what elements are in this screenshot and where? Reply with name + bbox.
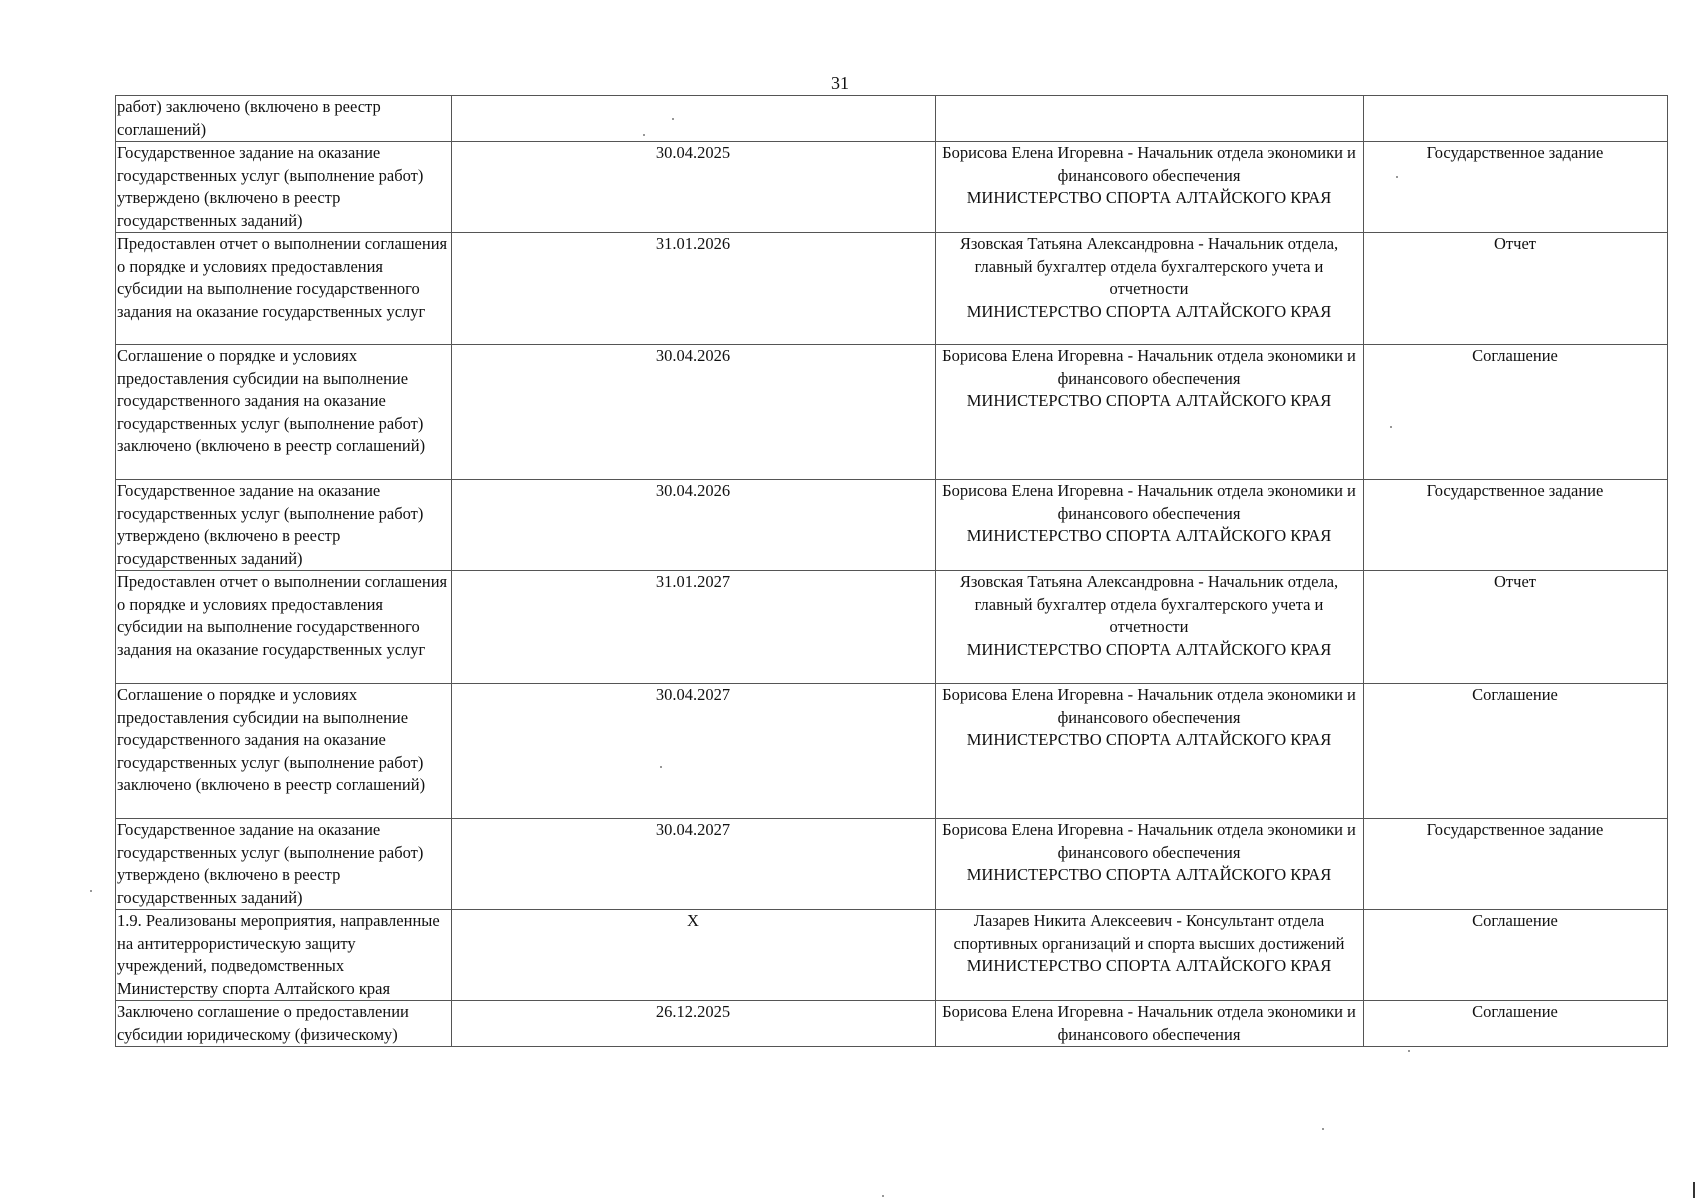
table-row (116, 480, 1668, 571)
scan-speck (1396, 176, 1398, 178)
document-type-cell: Государственное задание (1364, 142, 1668, 233)
responsible-person: Борисова Елена Игоревна - Начальник отдела экономики и финансового обеспечения (942, 1002, 1356, 1044)
table-row (116, 571, 1668, 684)
table-body (116, 96, 1668, 1047)
date-cell: 30.04.2025 (452, 142, 936, 233)
scan-speck (672, 118, 674, 120)
scan-speck (1408, 1050, 1410, 1052)
event-cell: Государственное задание на оказание государственных услуг (выполнение работ) утверждено (включено в реестр государственных заданий) (116, 819, 452, 910)
table-row (116, 345, 1668, 480)
scan-speck (660, 766, 662, 768)
event-cell: Соглашение о порядке и условиях предоставления субсидии на выполнение государственного задания на оказание государственных услуг (выполнение работ) заключено (включено в реестр соглашений) (116, 684, 452, 819)
responsible-cell (936, 96, 1364, 142)
responsible-person: Борисова Елена Игоревна - Начальник отдела экономики и финансового обеспечения (942, 143, 1356, 185)
control-points-table (115, 95, 1668, 1047)
organization-name: МИНИСТЕРСТВО СПОРТА АЛТАЙСКОГО КРАЯ (966, 391, 1332, 410)
document-type-cell: Отчет (1364, 233, 1668, 345)
date-cell: 30.04.2027 (452, 819, 936, 910)
document-type-cell: Соглашение (1364, 684, 1668, 819)
scan-speck (643, 134, 645, 136)
responsible-cell (936, 480, 1364, 571)
event-cell: Предоставлен отчет о выполнении соглашения о порядке и условиях предоставления субсидии на выполнение государственного задания на оказание государственных услуг (116, 233, 452, 345)
responsible-cell (936, 1001, 1364, 1047)
document-type-cell: Соглашение (1364, 345, 1668, 480)
page-number: 31 (831, 73, 849, 93)
responsible-person: Язовская Татьяна Александровна - Начальник отдела, главный бухгалтер отдела бухгалтерского учета и отчетности (959, 234, 1339, 298)
responsible-person: Борисова Елена Игоревна - Начальник отдела экономики и финансового обеспечения (942, 685, 1356, 727)
responsible-person: Борисова Елена Игоревна - Начальник отдела экономики и финансового обеспечения (942, 481, 1356, 523)
table-row (116, 1001, 1668, 1047)
table-row (116, 96, 1668, 142)
event-cell: 1.9. Реализованы мероприятия, направленные на антитеррористическую защиту учреждений, подведомственных Министерству спорта Алтайского края (116, 910, 452, 1001)
event-cell: Предоставлен отчет о выполнении соглашения о порядке и условиях предоставления субсидии на выполнение государственного задания на оказание государственных услуг (116, 571, 452, 684)
responsible-cell (936, 233, 1364, 345)
responsible-cell (936, 684, 1364, 819)
event-cell: Государственное задание на оказание государственных услуг (выполнение работ) утверждено (включено в реестр государственных заданий) (116, 142, 452, 233)
document-type-cell: Государственное задание (1364, 819, 1668, 910)
responsible-person: Борисова Елена Игоревна - Начальник отдела экономики и финансового обеспечения (942, 346, 1356, 388)
table-row (116, 233, 1668, 345)
date-cell: X (452, 910, 936, 1001)
document-type-cell: Соглашение (1364, 910, 1668, 1001)
date-cell (452, 96, 936, 142)
responsible-person: Борисова Елена Игоревна - Начальник отдела экономики и финансового обеспечения (942, 820, 1356, 862)
responsible-cell (936, 571, 1364, 684)
organization-name: МИНИСТЕРСТВО СПОРТА АЛТАЙСКОГО КРАЯ (966, 730, 1332, 749)
date-cell: 26.12.2025 (452, 1001, 936, 1047)
responsible-cell (936, 345, 1364, 480)
organization-name: МИНИСТЕРСТВО СПОРТА АЛТАЙСКОГО КРАЯ (966, 639, 1332, 659)
table-row (116, 819, 1668, 910)
event-cell: Заключено соглашение о предоставлении субсидии юридическому (физическому) (116, 1001, 452, 1047)
table-row (116, 142, 1668, 233)
table-row (116, 684, 1668, 819)
responsible-cell (936, 819, 1364, 910)
date-cell: 31.01.2026 (452, 233, 936, 345)
event-cell: Соглашение о порядке и условиях предоставления субсидии на выполнение государственного задания на оказание государственных услуг (выполнение работ) заключено (включено в реестр соглашений) (116, 345, 452, 480)
responsible-person: Лазарев Никита Алексеевич - Консультант отдела спортивных организаций и спорта высших достижений (953, 911, 1345, 953)
date-cell: 31.01.2027 (452, 571, 936, 684)
organization-name: МИНИСТЕРСТВО СПОРТА АЛТАЙСКОГО КРАЯ (966, 956, 1332, 975)
date-cell: 30.04.2027 (452, 684, 936, 819)
scan-speck (1322, 1128, 1324, 1130)
event-cell: работ) заключено (включено в реестр соглашений) (116, 96, 452, 142)
scan-speck (90, 890, 92, 892)
document-type-cell: Соглашение (1364, 1001, 1668, 1047)
event-cell: Государственное задание на оказание государственных услуг (выполнение работ) утверждено (включено в реестр государственных заданий) (116, 480, 452, 571)
date-cell: 30.04.2026 (452, 480, 936, 571)
date-cell: 30.04.2026 (452, 345, 936, 480)
responsible-person: Язовская Татьяна Александровна - Начальник отдела, главный бухгалтер отдела бухгалтерского учета и отчетности (959, 572, 1339, 636)
organization-name: МИНИСТЕРСТВО СПОРТА АЛТАЙСКОГО КРАЯ (966, 188, 1332, 207)
responsible-cell (936, 142, 1364, 233)
scan-speck (1390, 426, 1392, 428)
document-type-cell (1364, 96, 1668, 142)
document-type-cell: Отчет (1364, 571, 1668, 684)
organization-name: МИНИСТЕРСТВО СПОРТА АЛТАЙСКОГО КРАЯ (966, 301, 1332, 321)
document-type-cell: Государственное задание (1364, 480, 1668, 571)
organization-name: МИНИСТЕРСТВО СПОРТА АЛТАЙСКОГО КРАЯ (966, 865, 1332, 884)
organization-name: МИНИСТЕРСТВО СПОРТА АЛТАЙСКОГО КРАЯ (966, 526, 1332, 545)
scan-speck (882, 1195, 884, 1197)
table-row (116, 910, 1668, 1001)
responsible-cell (936, 910, 1364, 1001)
